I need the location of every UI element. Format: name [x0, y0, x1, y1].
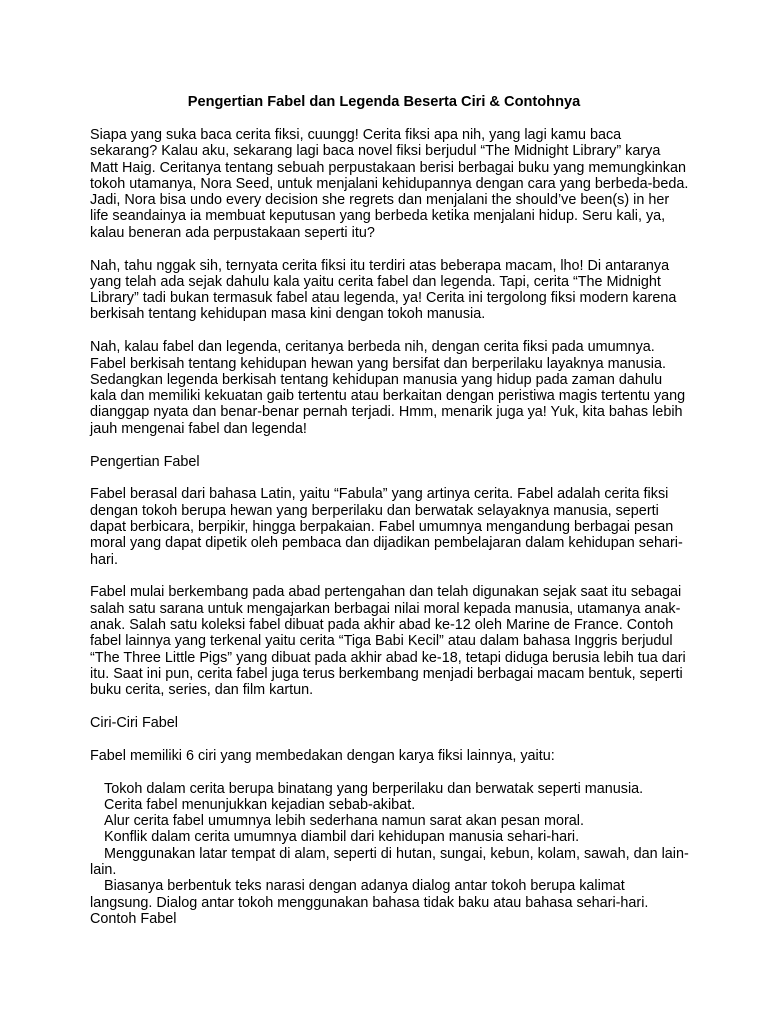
- document-body: [90, 127, 690, 927]
- list-item: Alur cerita fabel umumnya lebih sederhana namun sarat akan pesan moral.: [104, 813, 584, 830]
- list-item: Menggunakan latar tempat di alam, seperti di hutan, sungai, kebun, kolam, sawah, dan lain-lain.: [90, 845, 689, 878]
- fabel-paragraph-2: Fabel mulai berkembang pada abad pertengahan dan telah digunakan sejak saat itu sebagai salah satu sarana untuk mengajarkan berbagai nilai moral kepada manusia, utamanya anak-anak. Salah satu koleksi fabel dibuat pada akhir abad ke-12 oleh Marine de France. Contoh fabel lainnya yang terkenal yaitu cerita “Tiga Babi Kecil” atau dalam bahasa Inggris berjudul “The Three Little Pigs” yang dibuat pada akhir abad ke-18, tetapi diduga berusia lebih tua dari itu. Saat ini pun, cerita fabel juga terus berkembang menjadi berbagai macam bentuk, seperti buku cerita, series, dan film kartun.: [90, 584, 686, 699]
- ciri-intro-paragraph: Fabel memiliki 6 ciri yang membedakan dengan karya fiksi lainnya, yaitu:: [90, 747, 555, 764]
- list-item: Biasanya berbentuk teks narasi dengan adanya dialog antar tokoh berupa kalimat langsung. Dialog antar tokoh menggunakan bahasa tidak baku atau bahasa sehari-hari.: [90, 878, 649, 911]
- ciri-list: [90, 781, 690, 911]
- section-heading-contoh-fabel: Contoh Fabel: [90, 910, 177, 927]
- list-item: Cerita fabel menunjukkan kejadian sebab-akibat.: [104, 796, 416, 813]
- intro-paragraph-1: Siapa yang suka baca cerita fiksi, cuungg! Cerita fiksi apa nih, yang lagi kamu baca sekarang? Kalau aku, sekarang lagi baca novel fiksi berjudul “The Midnight Library” karya Matt Haig. Ceritanya tentang sebuah perpustakaan berisi berbagai buku yang memungkinkan tokoh utamanya, Nora Seed, untuk menjalani kehidupannya dengan cara yang berbeda-beda. Jadi, Nora bisa undo every decision she regrets dan menjalani the should’ve been(s) in her life seandainya ia membuat keputusan yang berbeda ketika menjalani hidup. Seru kali, ya, kalau beneran ada perpustakaan seperti itu?: [90, 127, 689, 241]
- fabel-paragraph-1: Fabel berasal dari bahasa Latin, yaitu “Fabula” yang artinya cerita. Fabel adalah cerita fiksi dengan tokoh berupa hewan yang berperilaku dan berwatak selayaknya manusia, seperti dapat berbicara, berpikir, hingga berpakaian. Fabel umumnya mengandung berbagai pesan moral yang dapat dipetik oleh pembaca dan dijadikan pembelajaran dalam kehidupan sehari-hari.: [90, 486, 683, 568]
- section-heading-ciri-fabel: Ciri-Ciri Fabel: [90, 714, 178, 731]
- intro-paragraph-2: Nah, tahu nggak sih, ternyata cerita fiksi itu terdiri atas beberapa macam, lho! Di antaranya yang telah ada sejak dahulu kala yaitu cerita fabel dan legenda. Tapi, cerita “The Midnight Library” tadi bukan termasuk fabel atau legenda, ya! Cerita ini tergolong fiksi modern karena berkisah tentang kehidupan masa kini dengan tokoh manusia.: [90, 257, 677, 323]
- list-item: Tokoh dalam cerita berupa binatang yang berperilaku dan berwatak seperti manusia.: [104, 780, 644, 797]
- intro-paragraph-3: Nah, kalau fabel dan legenda, ceritanya berbeda nih, dengan cerita fiksi pada umumnya. Fabel berkisah tentang kehidupan hewan yang bersifat dan berperilaku layaknya manusia. Sedangkan legenda berkisah tentang kehidupan manusia yang hidup pada zaman dahulu kala dan memiliki kekuatan gaib tertentu atau berkaitan dengan peristiwa magis tertentu yang dianggap nyata dan benar-benar pernah terjadi. Hmm, menarik juga ya! Yuk, kita bahas lebih jauh mengenai fabel dan legenda!: [90, 339, 686, 437]
- list-item: Konflik dalam cerita umumnya diambil dari kehidupan manusia sehari-hari.: [104, 829, 580, 846]
- section-heading-pengertian-fabel: Pengertian Fabel: [90, 453, 200, 470]
- document-title: Pengertian Fabel dan Legenda Beserta Ciri & Contohnya: [187, 94, 581, 110]
